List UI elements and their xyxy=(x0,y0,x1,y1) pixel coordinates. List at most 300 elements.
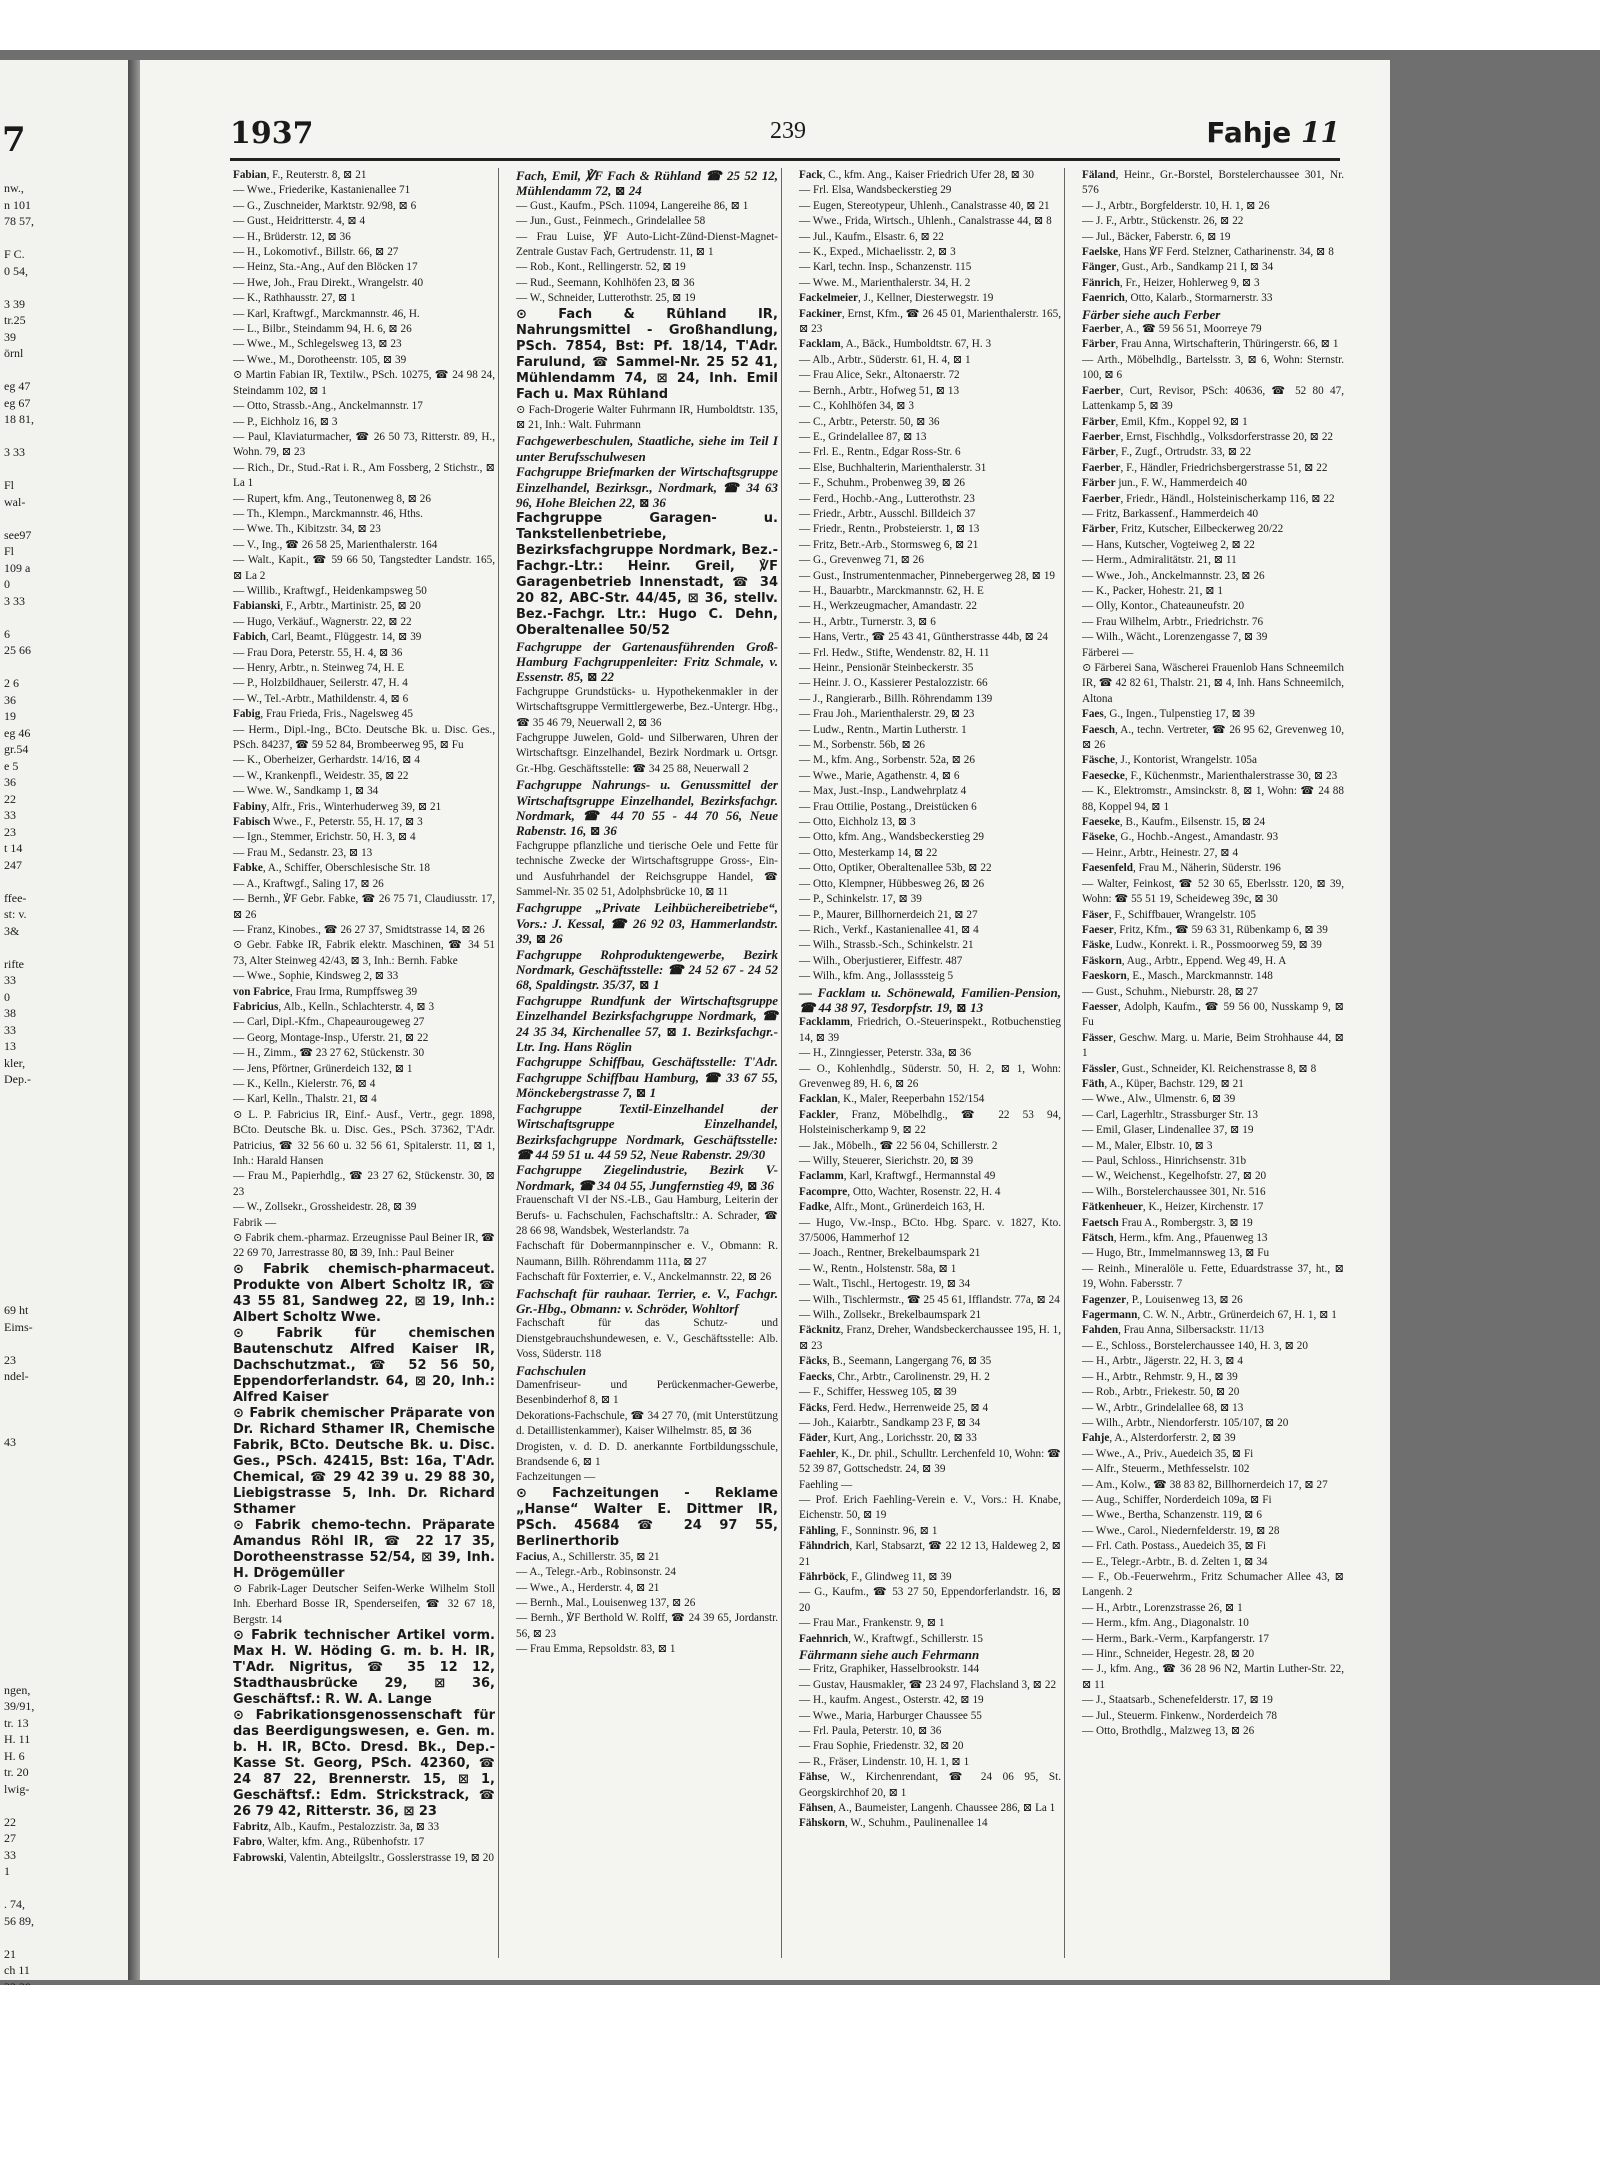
directory-entry xyxy=(233,1216,495,1231)
directory-entry xyxy=(1082,646,1344,661)
left-page-line: 23 xyxy=(4,824,16,839)
directory-entry xyxy=(799,1585,1061,1616)
entry-surname: Fackiner xyxy=(799,307,842,320)
left-page-line xyxy=(0,1286,128,1303)
left-page-line: 39 xyxy=(4,329,16,344)
entry-surname: Faes xyxy=(1082,708,1104,721)
entry-details: — P., Schinkelstr. 17, ⊠ 39 xyxy=(799,893,922,906)
entry-details: — Frau Luise, ℣F Auto-Licht-Zünd-Dienst-Magnet-Zentrale Gustav Fach, Gertrudenstr. 11, ⊠ 1 xyxy=(516,230,778,259)
left-page-line xyxy=(0,1665,128,1682)
directory-entry xyxy=(799,553,1061,568)
entry-details: — C., Kohlhöfen 34, ⊠ 3 xyxy=(799,400,915,413)
entry-surname: Fähsen xyxy=(799,1802,834,1815)
directory-entry xyxy=(799,214,1061,229)
header-year: 1937 xyxy=(230,116,314,151)
left-page-line: st: v. xyxy=(4,907,27,921)
directory-entry xyxy=(233,1092,495,1107)
left-page-line xyxy=(0,461,128,478)
entry-details: Fachschaft für rauhaar. Terrier, e. V., Fachgr. Gr.-Hbg., Obmann: v. Schröder, Wohltorf xyxy=(516,1285,778,1316)
directory-entry xyxy=(799,877,1061,892)
directory-entry xyxy=(233,815,495,830)
directory-entry xyxy=(233,492,495,507)
left-page-line: gr.54 xyxy=(4,742,29,756)
directory-entry xyxy=(1082,1693,1344,1708)
directory-entry xyxy=(799,923,1061,938)
page-header xyxy=(230,110,1340,161)
entry-surname: Fackler xyxy=(799,1108,836,1121)
directory-entry xyxy=(799,230,1061,245)
directory-entry xyxy=(799,1739,1061,1754)
entry-details: Drogisten, v. d. D. D. anerkannte Fortbildungsschule, Brandsende 6, ⊠ 1 xyxy=(516,1440,778,1469)
left-page-line: 78 57, xyxy=(4,214,34,228)
entry-surname: Faesser xyxy=(1082,1000,1119,1013)
directory-entry xyxy=(799,368,1061,383)
left-page-line: . 74, xyxy=(4,1897,25,1911)
directory-page xyxy=(140,60,1390,1980)
entry-details: — E., Schloss., Borstelerchaussee 140, H. 3, ⊠ 20 xyxy=(1082,1339,1308,1352)
entry-details: — E., Telegr.-Arbtr., B. d. Zelten 1, ⊠ 34 xyxy=(1082,1555,1268,1568)
entry-details: — L., Bilbr., Steindamm 94, H. 6, ⊠ 26 xyxy=(233,323,412,336)
entry-details: , Friedr., Händl., Holsteinischerkamp 116, ⊠ 22 xyxy=(1120,492,1335,505)
directory-entry xyxy=(1082,492,1344,507)
entry-details: ⊙ L. P. Fabricius IR, Einf.- Ausf., Vertr., gegr. 1898, BCto. Deutsche Bk. u. Disc. Ges., PSch. 37362, T'Adr. Patricius, ☎ 32 56 60 u. 32 56 61, Spitalerstr. 11, ⊠ 1, Inh.: Harald Hansen xyxy=(233,1108,495,1167)
directory-entry xyxy=(233,846,495,861)
entry-details: ⊙ Martin Fabian IR, Textilw., PSch. 10275, ☎ 24 98 24, Steindamm 102, ⊠ 1 xyxy=(233,369,495,397)
entry-details: — Wilh., Wächt., Lorenzengasse 7, ⊠ 39 xyxy=(1082,631,1268,644)
entry-details: — Frau Dora, Peterstr. 55, H. 4, ⊠ 36 xyxy=(233,646,403,659)
left-page-line: ndel- xyxy=(4,1369,29,1383)
directory-entry xyxy=(516,403,778,434)
directory-entry xyxy=(516,1239,778,1270)
directory-entry xyxy=(1082,199,1344,214)
entry-details: — Fritz, Barkassenf., Hammerdeich 40 xyxy=(1082,507,1259,520)
directory-entry xyxy=(1082,276,1344,291)
entry-details: Fachgruppe Schiffbau, Geschäftsstelle: T'Adr. Fachgruppe Schiffbau Hamburg, ☎ 33 67 55, Mönckebergstrasse 7, ⊠ 1 xyxy=(516,1054,778,1101)
entry-details: — Willy, Steuerer, Sierichstr. 20, ⊠ 39 xyxy=(799,1155,974,1167)
entry-details: Färberei — xyxy=(1082,646,1134,659)
directory-entry xyxy=(799,1724,1061,1739)
left-page-line: 23 xyxy=(4,1352,16,1367)
directory-entry xyxy=(1082,938,1344,953)
entry-details: Fachgruppe Rundfunk der Wirtschaftsgruppe Einzelhandel Bezirksfachgruppe Nordmark, ☎ 24 35 34, Kirchenallee 57, ⊠ 1. Bezirksfachgr.-Ltr. Ing. Hans Röglin xyxy=(516,992,778,1055)
entry-details: — Karl, techn. Insp., Schanzenstr. 115 xyxy=(799,261,972,274)
left-page-line xyxy=(0,428,128,445)
directory-entry xyxy=(799,1108,1061,1139)
directory-entry xyxy=(516,1642,778,1657)
directory-entry xyxy=(799,1709,1061,1724)
directory-entry xyxy=(799,908,1061,923)
left-page-line: t 14 xyxy=(4,841,23,855)
directory-entry xyxy=(233,1031,495,1046)
directory-entry xyxy=(1082,245,1344,260)
entry-details: ⊙ Färberei Sana, Wäscherei Frauenlob Hans Schneemilch IR, ☎ 42 82 61, Thalstr. 21, ⊠ 4, Inh. Hans Schneemilch, Altona xyxy=(1082,662,1344,705)
left-page-line: 22 xyxy=(4,1814,16,1829)
directory-entry xyxy=(233,692,495,707)
directory-entry xyxy=(1082,1139,1344,1154)
entry-details: — E., Grindelallee 87, ⊠ 13 xyxy=(799,430,927,443)
entry-details: — K., Elektromstr., Amsinckstr. 8, ⊠ 1, Wohn: ☎ 24 88 88, Koppel 94, ⊠ 1 xyxy=(1082,785,1344,813)
entry-details: Fachgruppe Juwelen, Gold- und Silberwaren, Uhren der Wirtschaftsgr. Einzelhandel, Bezirk Nordmark u. Ortsgr. Gr.-Hbg. Geschäftsstelle: ☎ 34 25 88, Neuerwall 2 xyxy=(516,731,778,775)
entry-details: — Hugo, Vw.-Insp., BCto. Hbg. Sparc. v. 1827, Kto. 37/5006, Hammerhof 12 xyxy=(799,1216,1061,1245)
directory-entry xyxy=(799,1308,1061,1323)
left-page-line xyxy=(0,659,128,676)
entry-details: — Hwe, Joh., Frau Direkt., Wrangelstr. 40 xyxy=(233,276,424,289)
entry-surname: Faenrich xyxy=(1082,292,1125,305)
left-page-line xyxy=(0,1467,128,1484)
directory-entry xyxy=(799,661,1061,676)
entry-details: — H., Arbtr., Lorenzstrasse 26, ⊠ 1 xyxy=(1082,1601,1243,1614)
entry-details: — Heinz, Sta.-Ang., Auf den Blöcken 17 xyxy=(233,261,418,274)
entry-details: — Gust., Schuhm., Nieburstr. 28, ⊠ 27 xyxy=(1082,985,1258,998)
entry-surname: Fadke xyxy=(799,1201,829,1214)
left-page-line xyxy=(0,1187,128,1204)
entry-details: — Hans, Vertr., ☎ 25 43 41, Güntherstrasse 44b, ⊠ 24 xyxy=(799,631,1049,644)
left-page-line xyxy=(0,609,128,626)
directory-entry xyxy=(1082,1200,1344,1215)
directory-entry xyxy=(799,1770,1061,1801)
left-page-line: 3 39 xyxy=(4,296,25,311)
entry-details: — Am., Kolw., ☎ 38 83 82, Billhornerdeich 17, ⊠ 27 xyxy=(1082,1478,1328,1491)
directory-entry xyxy=(516,993,778,1055)
directory-entry xyxy=(1082,415,1344,430)
entry-details: — W., Schneider, Lutterothstr. 25, ⊠ 19 xyxy=(516,292,696,305)
directory-entry xyxy=(799,800,1061,815)
directory-entry xyxy=(1082,1092,1344,1107)
directory-entry xyxy=(233,969,495,984)
entry-details: — Ign., Stemmer, Erichstr. 50, H. 3, ⊠ 4 xyxy=(233,831,416,844)
directory-entry xyxy=(799,199,1061,214)
entry-details: — Jak., Möbelh., ☎ 22 56 04, Schillerstr. 2 xyxy=(799,1139,998,1152)
entry-details: — Bernh., Arbtr., Hofweg 51, ⊠ 13 xyxy=(799,384,960,397)
entry-surname: Faclamm xyxy=(799,1170,844,1183)
entry-details: — K., Kelln., Kielerstr. 76, ⊠ 4 xyxy=(233,1077,376,1090)
directory-entry xyxy=(233,1169,495,1200)
directory-entry xyxy=(1082,214,1344,229)
directory-entry xyxy=(799,599,1061,614)
entry-details: — Heinr., Arbtr., Heinestr. 27, ⊠ 4 xyxy=(1082,846,1239,859)
entry-details: Fachschaft für Dobermannpinscher e. V., Obmann: R. Naumann, Billh. Röhrendamm 111a, ⊠ 27 xyxy=(516,1240,778,1268)
entry-details: — J., kfm. Ang., ☎ 36 28 96 N2, Martin Luther-Str. 22, ⊠ 11 xyxy=(1082,1663,1344,1691)
entry-details: , K., Heizer, Kirchenstr. 17 xyxy=(1142,1201,1264,1214)
left-page-line: H. 11 xyxy=(4,1732,31,1746)
left-page-line xyxy=(0,1632,128,1649)
directory-entry xyxy=(516,1363,778,1378)
entry-details: — Rupert, kfm. Ang., Teutonenweg 8, ⊠ 26 xyxy=(233,492,431,505)
directory-entry xyxy=(799,337,1061,352)
directory-entry xyxy=(1082,723,1344,754)
directory-entry xyxy=(1082,522,1344,537)
left-page-line: 33 xyxy=(4,973,16,987)
directory-entry xyxy=(516,685,778,731)
entry-details: — Wwe., Alw., Ulmenstr. 6, ⊠ 39 xyxy=(1082,1093,1236,1106)
entry-details: Fachgruppe Textil-Einzelhandel der Wirtschaftsgruppe Einzelhandel, Bezirksfachgruppe Nordmark, Geschäftsstelle: ☎ 44 59 51 u. 44 59 52, Neue Rabenstr. 29/30 xyxy=(516,1100,778,1162)
entry-details: — Wwe., M., Schlegelsweg 13, ⊠ 23 xyxy=(233,338,402,351)
entry-surname: Fäth xyxy=(1082,1077,1105,1090)
entry-details: — Th., Klempn., Marckmannstr. 46, Hths. xyxy=(233,507,423,520)
entry-details: Faehling — xyxy=(799,1478,853,1491)
entry-details: — A., Kraftwgf., Saling 17, ⊠ 26 xyxy=(233,877,384,890)
entry-details: , Adolph, Kaufm., ☎ 59 56 00, Nusskamp 9, ⊠ Fu xyxy=(1082,1000,1344,1029)
entry-details: — Friedr., Arbtr., Ausschl. Billdeich 37 xyxy=(799,507,976,520)
entry-surname: Färber xyxy=(1082,415,1116,428)
entry-details: — Gustav, Hausmakler, ☎ 23 24 97, Flachsland 3, ⊠ 22 xyxy=(799,1678,1057,1691)
directory-entry xyxy=(516,1565,778,1580)
left-page-line: ngen, xyxy=(4,1682,31,1697)
directory-entry xyxy=(799,985,1061,1016)
entry-surname: Fabiny xyxy=(233,800,267,813)
entry-details: , Alb., Kelln., Schlachterstr. 4, ⊠ 3 xyxy=(278,1000,435,1013)
directory-entry xyxy=(1082,1077,1344,1092)
directory-entry xyxy=(233,784,495,799)
left-page-text-fragments xyxy=(0,180,128,2144)
directory-entry xyxy=(233,584,495,599)
left-page-line: 247 xyxy=(4,857,22,872)
entry-details: — Aug., Schiffer, Norderdeich 109a, ⊠ Fi xyxy=(1082,1493,1272,1506)
directory-entry xyxy=(516,168,778,199)
left-page-line: 109 a xyxy=(4,560,31,575)
entry-details: , Alb., Kaufm., Pestalozzistr. 3a, ⊠ 33 xyxy=(268,1821,440,1834)
directory-entry xyxy=(799,353,1061,368)
directory-entry xyxy=(799,1015,1061,1046)
directory-entry xyxy=(799,1447,1061,1478)
entry-surname: Fagenzer xyxy=(1082,1293,1127,1306)
directory-entry xyxy=(799,1370,1061,1385)
entry-details: — Otto, Eichholz 13, ⊠ 3 xyxy=(799,816,916,829)
directory-entry xyxy=(799,861,1061,876)
entry-details: — Georg, Montage-Insp., Uferstr. 21, ⊠ 22 xyxy=(233,1031,429,1044)
entry-details: , K., Dr. phil., Schulltr. Lerchenfeld 10, Wohn: ☎ 52 39 87, Gottschedstr. 24, ⊠ 39 xyxy=(799,1447,1061,1476)
entry-details: Damenfriseur- und Perückenmacher-Gewerbe, Besenbinderhof 8, ⊠ 1 xyxy=(516,1379,778,1407)
entry-surname: Fähskorn xyxy=(799,1817,846,1830)
entry-details: — Herm., kfm. Ang., Diagonalstr. 10 xyxy=(1082,1617,1249,1630)
directory-entry xyxy=(1082,384,1344,415)
entry-details: — Willib., Kraftwgf., Heidenkampsweg 50 xyxy=(233,584,427,597)
directory-entry xyxy=(233,1077,495,1092)
directory-entry xyxy=(1082,1462,1344,1477)
entry-surname: Facklamm xyxy=(799,1016,850,1029)
left-page-line xyxy=(0,1137,128,1154)
entry-details: — Wilh., Strassb.-Sch., Schinkelstr. 21 xyxy=(799,939,974,952)
directory-entry xyxy=(516,276,778,291)
entry-details: — Paul, Klaviaturmacher, ☎ 26 50 73, Ritterstr. 89, H., Wohn. 79, ⊠ 23 xyxy=(233,430,495,459)
entry-surname: Fäcks xyxy=(799,1355,827,1368)
left-page-line: 0 xyxy=(4,989,10,1004)
directory-entry xyxy=(233,1062,495,1077)
entry-details: — H., Arbtr., Turnerstr. 3, ⊠ 6 xyxy=(799,615,936,628)
entry-details: Fabrik — xyxy=(233,1216,277,1229)
directory-entry xyxy=(233,307,495,322)
directory-entry xyxy=(1082,1478,1344,1493)
directory-entry xyxy=(516,947,778,993)
directory-entry xyxy=(799,1046,1061,1061)
entry-details: Fachgewerbeschulen, Staatliche, siehe im Teil I unter Berufsschulwesen xyxy=(516,433,778,464)
entry-details: , F., Küchenmstr., Marienthalerstrasse 30, ⊠ 23 xyxy=(1124,769,1338,782)
entry-surname: Faeseke xyxy=(1082,816,1120,829)
entry-details: — Otto, Mesterkamp 14, ⊠ 22 xyxy=(799,846,938,859)
directory-entry xyxy=(233,938,495,969)
entry-surname: Faerber xyxy=(1082,492,1121,505)
entry-details: ⊙ Fach & Rühland IR, Nahrungsmittel - Großhandlung, PSch. 7854, Bst: Pf. 18/14, T'Adr. Farulund, ☎ Sammel-Nr. 25 52 41, Mühlendamm 74, ⊠ 24, Inh. Emil Fach u. Max Rühland xyxy=(516,306,778,402)
directory-entry xyxy=(1082,1246,1344,1261)
entry-details: — Ferd., Hochb.-Ang., Lutterothstr. 23 xyxy=(799,492,975,505)
directory-entry xyxy=(799,1262,1061,1277)
entry-details: — Heinr. J. O., Kassierer Pestalozzistr. 66 xyxy=(799,677,988,690)
entry-details: — Henry, Arbtr., n. Steinweg 74, H. E xyxy=(233,662,405,674)
entry-details: , Alfr., Fris., Winterhuderweg 39, ⊠ 21 xyxy=(266,800,442,813)
entry-surname: Fabig xyxy=(233,708,261,721)
entry-details: — Friedr., Rentn., Probsteierstr. 1, ⊠ 13 xyxy=(799,523,980,536)
directory-entry xyxy=(233,337,495,352)
entry-details: , A., Küper, Bachstr. 129, ⊠ 21 xyxy=(1104,1077,1244,1090)
entry-surname: Faesenfeld xyxy=(1082,862,1133,875)
left-page-line xyxy=(0,1236,128,1253)
entry-details: , Kurt, Ang., Lorichsstr. 20, ⊠ 33 xyxy=(827,1432,977,1445)
directory-entry xyxy=(516,1162,778,1193)
directory-entry xyxy=(1082,230,1344,245)
entry-details: — Carl, Lagerhltr., Strassburger Str. 13 xyxy=(1082,1108,1258,1121)
directory-entry xyxy=(516,1101,778,1163)
directory-entry xyxy=(233,1200,495,1215)
entry-details: Fachgruppe der Gartenausführenden Groß-Hamburg Fachgruppenleiter: Fritz Schmale, v. Essenstr. 85, ⊠ 22 xyxy=(516,638,778,685)
entry-surname: Faeser xyxy=(1082,923,1114,936)
directory-entry xyxy=(1082,337,1344,352)
entry-details: — Frau Joh., Marienthalerstr. 29, ⊠ 23 xyxy=(799,708,975,721)
entry-details: — P., Holzbildhauer, Seilerstr. 47, H. 4 xyxy=(233,677,408,690)
directory-entry xyxy=(799,969,1061,984)
entry-surname: Färber xyxy=(1082,523,1116,536)
entry-details: — Karl, Kraftwgf., Marckmannstr. 46, H. xyxy=(233,307,420,320)
left-page-line xyxy=(0,1616,128,1633)
entry-details: , Frau Anna, Wirtschafterin, Thüringerstr. 66, ⊠ 1 xyxy=(1115,338,1339,351)
left-page-line: eg 47 xyxy=(4,379,31,393)
left-page-line: Fl xyxy=(4,544,15,558)
entry-details: — H., Zimm., ☎ 23 27 62, Stückenstr. 30 xyxy=(233,1047,425,1060)
entry-details: Fachgruppe „Private Leihbüchereibetriebe“, Vors.: J. Kessal, ☎ 26 92 03, Hammerlandstr. 39, ⊠ 26 xyxy=(516,900,778,947)
directory-entry xyxy=(233,1628,495,1708)
directory-entry xyxy=(233,599,495,614)
entry-details: — Walter, Feinkost, ☎ 52 30 65, Eberlsstr. 120, ⊠ 39, Wohn: ☎ 55 51 19, Scheideweg 39c, ⊠ 30 xyxy=(1082,877,1344,906)
left-page-line: rifte xyxy=(4,956,24,971)
entry-details: , Franz, Dreher, Wandsbeckerchaussee 195, H. 1, ⊠ 23 xyxy=(799,1324,1061,1352)
entry-details: — Max, Just.-Insp., Landwehrplatz 4 xyxy=(799,785,967,798)
entry-surname: Fagermann xyxy=(1082,1309,1138,1322)
directory-entry xyxy=(1082,630,1344,645)
left-page-edge xyxy=(0,60,128,1980)
directory-entry xyxy=(1082,1616,1344,1631)
left-page-line: 3 33 xyxy=(4,593,25,608)
left-page-line xyxy=(0,1797,128,1814)
entry-details: Fachschulen xyxy=(516,1362,587,1378)
entry-details: — Herm., Admiralitätstr. 21, ⊠ 11 xyxy=(1082,554,1237,567)
directory-entry xyxy=(516,199,778,214)
left-page-line xyxy=(0,1104,128,1121)
directory-entry xyxy=(799,784,1061,799)
left-page-line xyxy=(0,1550,128,1567)
directory-entry xyxy=(233,322,495,337)
entry-details: — Prof. Erich Faehling-Verein e. V., Vors.: H. Knabe, Eichenstr. 50, ⊠ 19 xyxy=(799,1493,1061,1522)
directory-entry xyxy=(799,1431,1061,1446)
entry-surname: Fänger xyxy=(1082,261,1117,274)
entry-details: Fährmann siehe auch Fehrmann xyxy=(799,1647,980,1662)
directory-entry xyxy=(233,646,495,661)
left-page-line: 0 xyxy=(4,577,10,591)
entry-details: — Franz, Kinobes., ☎ 26 27 37, Smidtstrasse 14, ⊠ 26 xyxy=(233,923,485,936)
entry-surname: Fahje xyxy=(1082,1432,1110,1445)
directory-entry xyxy=(1082,815,1344,830)
directory-entry xyxy=(1082,538,1344,553)
directory-entry xyxy=(1082,1308,1344,1323)
entry-details: , E., Masch., Marckmannstr. 148 xyxy=(1126,970,1273,983)
entry-details: — A., Telegr.-Arb., Robinsonstr. 24 xyxy=(516,1566,676,1579)
entry-details: , Fritz, Kfm., ☎ 59 63 31, Rübenkamp 6, ⊠ 39 xyxy=(1113,923,1328,936)
directory-entry xyxy=(233,1231,495,1262)
directory-entry xyxy=(799,522,1061,537)
entry-details: , Valentin, Abteilgsltr., Gosslerstrasse 19, ⊠ 20 xyxy=(283,1851,494,1864)
directory-entry xyxy=(1082,1169,1344,1184)
entry-details: , A., ☎ 59 56 51, Moorreye 79 xyxy=(1120,323,1262,336)
directory-entry xyxy=(1082,1370,1344,1385)
directory-entry xyxy=(1082,846,1344,861)
directory-entry xyxy=(1082,1447,1344,1462)
entry-details: — Reinh., Mineralöle u. Fette, Eduardstrasse 37, ht., ⊠ 19, Wohn. Fabersstr. 7 xyxy=(1082,1262,1344,1291)
entry-details: — Wwe., M., Dorotheenstr. 105, ⊠ 39 xyxy=(233,353,407,366)
entry-details: — Facklam u. Schönewald, Familien-Pension, ☎ 44 38 97, Tesdorpfstr. 19, ⊠ 13 xyxy=(799,984,1061,1015)
entry-details: , Ludw., Konrekt. i. R., Possmoorweg 59, ⊠ 39 xyxy=(1109,939,1322,952)
entry-details: Färber siehe auch Ferber xyxy=(1082,306,1221,322)
entry-details: — Bernh., ℣F Gebr. Fabke, ☎ 26 75 71, Claudiusstr. 17, ⊠ 26 xyxy=(233,893,495,921)
entry-details: , Heinr., Gr.-Borstel, Borstelerchaussee 301, Nr. 576 xyxy=(1082,169,1344,197)
entry-details: — Otto, Brothdlg., Malzweg 13, ⊠ 26 xyxy=(1082,1725,1255,1738)
entry-details: — Hinr., Schneider, Hegestr. 28, ⊠ 20 xyxy=(1082,1648,1255,1660)
directory-column-2 xyxy=(513,168,782,1958)
directory-entry xyxy=(799,769,1061,784)
directory-entry xyxy=(516,1270,778,1285)
left-page-line: ch 11 xyxy=(4,1963,30,1977)
entry-details: — F., Schuhm., Probenweg 39, ⊠ 26 xyxy=(799,477,966,490)
entry-surname: Faesecke xyxy=(1082,769,1125,782)
entry-details: — Karl, Kelln., Thalstr. 21, ⊠ 4 xyxy=(233,1093,377,1106)
entry-details: — H., Zinngiesser, Peterstr. 33a, ⊠ 36 xyxy=(799,1047,972,1060)
header-range-number: 11 xyxy=(1301,116,1340,149)
directory-entry xyxy=(1082,1216,1344,1231)
entry-details: Fachgruppe Rohproduktengewerbe, Bezirk Nordmark, Geschäftsstelle: ☎ 24 52 67 - 24 52 68, Spaldingstr. 35/37, ⊠ 1 xyxy=(516,946,778,993)
entry-details: Fachgruppe Nahrungs- u. Genussmittel der Wirtschaftsgruppe Einzelhandel, Bezirksfachgr. Nordmark, ☎ 44 70 55 - 44 70 56, Neue Rabenstr. 16, ⊠ 36 xyxy=(516,777,778,839)
entry-surname: Fäskorn xyxy=(1082,954,1122,967)
directory-entry xyxy=(1082,1031,1344,1062)
directory-entry xyxy=(799,445,1061,460)
directory-entry xyxy=(799,430,1061,445)
directory-entry xyxy=(233,1326,495,1406)
directory-entry xyxy=(1082,1123,1344,1138)
entry-details: — P., Maurer, Billhornerdeich 21, ⊠ 27 xyxy=(799,908,978,921)
directory-entry xyxy=(516,1409,778,1440)
entry-details: , Karl, Stabsarzt, ☎ 22 12 13, Haldeweg 2, ⊠ 21 xyxy=(799,1540,1061,1568)
directory-entry xyxy=(1082,569,1344,584)
directory-entry xyxy=(1082,1354,1344,1369)
entry-details: — Wwe. M., Marienthalerstr. 34, H. 2 xyxy=(799,276,971,289)
directory-entry xyxy=(1082,322,1344,337)
directory-entry xyxy=(799,1354,1061,1369)
entry-details: , Frau Anna, Silbersackstr. 11/13 xyxy=(1118,1324,1265,1337)
entry-surname: Fabich xyxy=(233,631,266,644)
entry-details: Dekorations-Fachschule, ☎ 34 27 70, (mit Unterstützung d. Detaillistenkammer), Kaiser Wilhelmstr. 85, ⊠ 36 xyxy=(516,1409,778,1438)
left-page-line xyxy=(0,1517,128,1534)
directory-entry xyxy=(799,1277,1061,1292)
directory-entry xyxy=(799,1293,1061,1308)
entry-details: — Frau M., Sedanstr. 23, ⊠ 13 xyxy=(233,846,373,859)
left-page-line xyxy=(0,1253,128,1270)
directory-entry xyxy=(1082,1108,1344,1123)
